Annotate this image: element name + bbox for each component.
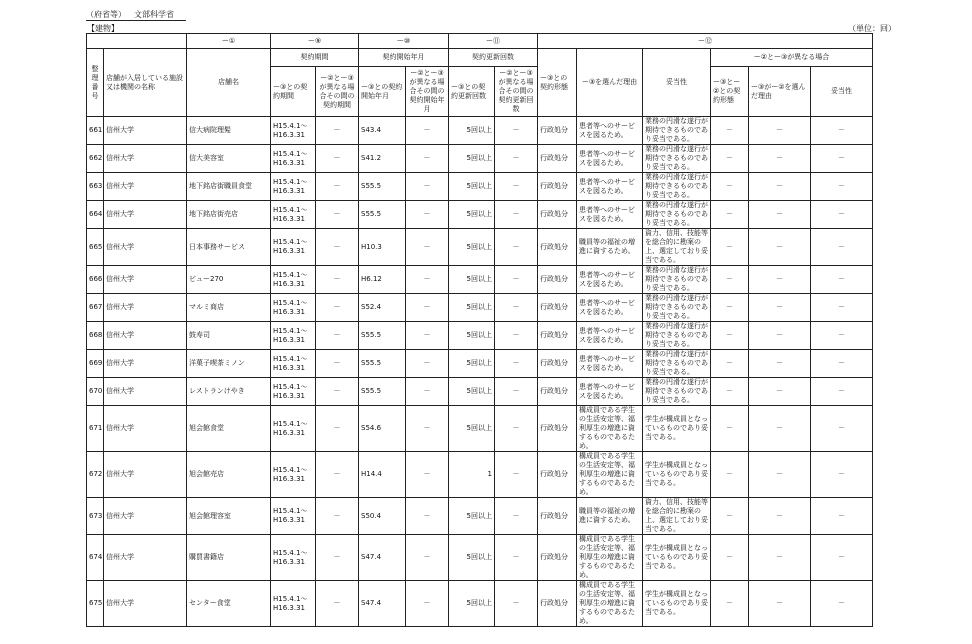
- form-cell: 行政処分: [538, 294, 577, 322]
- reason-cell: 患者等へのサービスを図るため。: [577, 117, 643, 145]
- form-2-3-cell: －: [711, 117, 749, 145]
- reason-3-2-cell: －: [749, 535, 811, 581]
- institution-cell: 信州大学: [104, 452, 187, 498]
- table-row: [87, 173, 873, 201]
- row-number: 672: [87, 452, 104, 498]
- period-diff-cell: －: [316, 406, 359, 452]
- renewal-diff-cell: －: [495, 173, 538, 201]
- table-body: [87, 117, 873, 627]
- start-cell: S50.4: [359, 498, 406, 535]
- renewal-cell: 5回以上: [449, 145, 495, 173]
- shop-name-cell: レストランけやき: [187, 378, 271, 406]
- start-cell: S41.2: [359, 145, 406, 173]
- form-cell: 行政処分: [538, 145, 577, 173]
- period-cell: H15.4.1～H16.3.31: [271, 229, 316, 266]
- reason-cell: 構成員である学生の生活安定等、福利厚生の増進に資するものであるため。: [577, 406, 643, 452]
- reason-3-2-cell: －: [749, 452, 811, 498]
- period-diff-cell: －: [316, 173, 359, 201]
- valid-cell: 学生が構成員となっているものであり妥当である。: [643, 406, 711, 452]
- reason-cell: 患者等へのサービスを図るため。: [577, 201, 643, 229]
- renewal-diff-cell: －: [495, 581, 538, 627]
- period-cell: H15.4.1～H16.3.31: [271, 452, 316, 498]
- reason-cell: 患者等へのサービスを図るため。: [577, 294, 643, 322]
- form-cell: 行政処分: [538, 322, 577, 350]
- header-form-3: ー③との契約形態: [538, 49, 577, 117]
- valid-cell: 学生が構成員となっているものであり妥当である。: [643, 581, 711, 627]
- header-contract-period: 契約期間: [271, 49, 359, 67]
- renewal-cell: 5回以上: [449, 173, 495, 201]
- renewal-diff-cell: －: [495, 201, 538, 229]
- shop-name-cell: 信大美容室: [187, 145, 271, 173]
- shop-name-cell: ビュー270: [187, 266, 271, 294]
- unit-label: （単位：回）: [848, 24, 896, 33]
- start-diff-cell: －: [406, 581, 449, 627]
- start-diff-cell: －: [406, 378, 449, 406]
- start-cell: S43.4: [359, 117, 406, 145]
- table-row: [87, 350, 873, 378]
- institution-cell: 信州大学: [104, 498, 187, 535]
- row-number: 662: [87, 145, 104, 173]
- row-number: 665: [87, 229, 104, 266]
- form-2-3-cell: －: [711, 145, 749, 173]
- period-diff-cell: －: [316, 229, 359, 266]
- form-cell: 行政処分: [538, 350, 577, 378]
- valid-cell: 業務の円滑な遂行が期待できるものであり妥当である。: [643, 350, 711, 378]
- table-row: [87, 294, 873, 322]
- start-cell: S55.5: [359, 378, 406, 406]
- shop-name-cell: センター食堂: [187, 581, 271, 627]
- reason-3-2-cell: －: [749, 173, 811, 201]
- row-number: 668: [87, 322, 104, 350]
- reason-3-2-cell: －: [749, 581, 811, 627]
- form-cell: 行政処分: [538, 581, 577, 627]
- valid-2-cell: －: [811, 406, 873, 452]
- valid-2-cell: －: [811, 322, 873, 350]
- period-diff-cell: －: [316, 452, 359, 498]
- form-2-3-cell: －: [711, 173, 749, 201]
- reason-3-2-cell: －: [749, 294, 811, 322]
- renewal-diff-cell: －: [495, 266, 538, 294]
- row-number: 671: [87, 406, 104, 452]
- start-cell: H10.3: [359, 229, 406, 266]
- renewal-cell: 5回以上: [449, 229, 495, 266]
- table-row: [87, 229, 873, 266]
- valid-cell: 業務の円滑な遂行が期待できるものであり妥当である。: [643, 117, 711, 145]
- reason-cell: 構成員である学生の生活安定等、福利厚生の増進に資するものであるため。: [577, 535, 643, 581]
- header-start-diff: ー②とー③が異なる場合その間の契約開始年月: [406, 67, 449, 117]
- reason-cell: 職員等の福祉の増進に資するため。: [577, 498, 643, 535]
- period-cell: H15.4.1～H16.3.31: [271, 294, 316, 322]
- table-row: [87, 498, 873, 535]
- reason-cell: 患者等へのサービスを図るため。: [577, 173, 643, 201]
- header-period-diff: ー②とー③が異なる場合その間の契約期間: [316, 67, 359, 117]
- start-cell: H6.12: [359, 266, 406, 294]
- header-reason-3-2: ー③がー②を選んだ理由: [749, 67, 811, 117]
- reason-3-2-cell: －: [749, 498, 811, 535]
- header-group-9: ー⑨: [271, 34, 359, 49]
- valid-2-cell: －: [811, 266, 873, 294]
- header-reason-3: ー③を選んだ理由: [577, 49, 643, 117]
- shop-name-cell: 日本事務サービス: [187, 229, 271, 266]
- header-group-11: ー⑪: [449, 34, 538, 49]
- section-label: 【建物】: [87, 24, 119, 33]
- row-number: 669: [87, 350, 104, 378]
- period-cell: H15.4.1～H16.3.31: [271, 117, 316, 145]
- valid-cell: 業務の円滑な遂行が期待できるものであり妥当である。: [643, 378, 711, 406]
- header-no: 整理番号: [87, 49, 104, 117]
- form-cell: 行政処分: [538, 266, 577, 294]
- valid-cell: 業務の円滑な遂行が期待できるものであり妥当である。: [643, 173, 711, 201]
- valid-2-cell: －: [811, 581, 873, 627]
- period-cell: H15.4.1～H16.3.31: [271, 378, 316, 406]
- period-cell: H15.4.1～H16.3.31: [271, 581, 316, 627]
- reason-cell: 患者等へのサービスを図るため。: [577, 145, 643, 173]
- institution-cell: 信州大学: [104, 322, 187, 350]
- header-period-3: ー③との契約期間: [271, 67, 316, 117]
- renewal-cell: 5回以上: [449, 581, 495, 627]
- valid-cell: 資力、信用、技能等を総合的に勘案の上、選定しており妥当である。: [643, 498, 711, 535]
- shop-name-cell: 鼓寿司: [187, 322, 271, 350]
- start-diff-cell: －: [406, 173, 449, 201]
- valid-cell: 業務の円滑な遂行が期待できるものであり妥当である。: [643, 266, 711, 294]
- institution-cell: 信州大学: [104, 581, 187, 627]
- reason-3-2-cell: －: [749, 145, 811, 173]
- form-2-3-cell: －: [711, 498, 749, 535]
- period-diff-cell: －: [316, 266, 359, 294]
- reason-3-2-cell: －: [749, 378, 811, 406]
- start-cell: H14.4: [359, 452, 406, 498]
- institution-cell: 信州大学: [104, 406, 187, 452]
- start-diff-cell: －: [406, 201, 449, 229]
- reason-3-2-cell: －: [749, 117, 811, 145]
- header-form-2-3: ー③とー②との契約形態: [711, 67, 749, 117]
- start-diff-cell: －: [406, 498, 449, 535]
- start-cell: S55.5: [359, 173, 406, 201]
- institution-cell: 信州大学: [104, 294, 187, 322]
- renewal-cell: 5回以上: [449, 378, 495, 406]
- period-diff-cell: －: [316, 145, 359, 173]
- valid-2-cell: －: [811, 452, 873, 498]
- valid-2-cell: －: [811, 201, 873, 229]
- start-cell: S55.5: [359, 350, 406, 378]
- start-cell: S47.4: [359, 535, 406, 581]
- valid-2-cell: －: [811, 378, 873, 406]
- table-row: [87, 535, 873, 581]
- institution-cell: 信州大学: [104, 266, 187, 294]
- start-diff-cell: －: [406, 322, 449, 350]
- institution-cell: 信州大学: [104, 145, 187, 173]
- institution-cell: 信州大学: [104, 117, 187, 145]
- start-diff-cell: －: [406, 117, 449, 145]
- table-row: [87, 201, 873, 229]
- reason-cell: 構成員である学生の生活安定等、福利厚生の増進に資するものであるため。: [577, 581, 643, 627]
- renewal-diff-cell: －: [495, 145, 538, 173]
- row-number: 664: [87, 201, 104, 229]
- form-2-3-cell: －: [711, 294, 749, 322]
- shop-name-cell: 地下銘店街売店: [187, 201, 271, 229]
- renewal-cell: 5回以上: [449, 201, 495, 229]
- header-rule: [86, 20, 186, 21]
- header-institution: 店舗が入居している施設又は機関の名称: [104, 49, 187, 117]
- form-2-3-cell: －: [711, 201, 749, 229]
- row-number: 667: [87, 294, 104, 322]
- renewal-diff-cell: －: [495, 229, 538, 266]
- row-number: 666: [87, 266, 104, 294]
- period-diff-cell: －: [316, 294, 359, 322]
- reason-3-2-cell: －: [749, 350, 811, 378]
- renewal-diff-cell: －: [495, 378, 538, 406]
- start-cell: S55.5: [359, 201, 406, 229]
- valid-cell: 学生が構成員となっているものであり妥当である。: [643, 535, 711, 581]
- renewal-diff-cell: －: [495, 535, 538, 581]
- row-number: 661: [87, 117, 104, 145]
- reason-3-2-cell: －: [749, 406, 811, 452]
- form-2-3-cell: －: [711, 406, 749, 452]
- period-cell: H15.4.1～H16.3.31: [271, 350, 316, 378]
- renewal-diff-cell: －: [495, 452, 538, 498]
- shop-name-cell: 信大病院理髪: [187, 117, 271, 145]
- row-number: 675: [87, 581, 104, 627]
- period-cell: H15.4.1～H16.3.31: [271, 145, 316, 173]
- valid-2-cell: －: [811, 117, 873, 145]
- header-renewal-count: 契約更新回数: [449, 49, 538, 67]
- form-cell: 行政処分: [538, 201, 577, 229]
- period-diff-cell: －: [316, 201, 359, 229]
- renewal-diff-cell: －: [495, 294, 538, 322]
- row-number: 670: [87, 378, 104, 406]
- period-diff-cell: －: [316, 350, 359, 378]
- table-row: [87, 406, 873, 452]
- reason-3-2-cell: －: [749, 266, 811, 294]
- start-diff-cell: －: [406, 452, 449, 498]
- table-row: [87, 452, 873, 498]
- valid-2-cell: －: [811, 173, 873, 201]
- table-row: [87, 266, 873, 294]
- valid-cell: 業務の円滑な遂行が期待できるものであり妥当である。: [643, 201, 711, 229]
- institution-cell: 信州大学: [104, 378, 187, 406]
- start-cell: S54.6: [359, 406, 406, 452]
- shop-name-cell: 地下銘店街職員食堂: [187, 173, 271, 201]
- institution-cell: 信州大学: [104, 350, 187, 378]
- header-renew-diff: ー②とー③が異なる場合その間の契約更新回数: [495, 67, 538, 117]
- start-cell: S52.4: [359, 294, 406, 322]
- period-cell: H15.4.1～H16.3.31: [271, 322, 316, 350]
- header-valid-2: 妥当性: [811, 67, 873, 117]
- form-cell: 行政処分: [538, 452, 577, 498]
- reason-3-2-cell: －: [749, 322, 811, 350]
- reason-3-2-cell: －: [749, 229, 811, 266]
- renewal-cell: 1: [449, 452, 495, 498]
- valid-2-cell: －: [811, 535, 873, 581]
- valid-cell: 資力、信用、技能等を総合的に勘案の上、選定しており妥当である。: [643, 229, 711, 266]
- renewal-cell: 5回以上: [449, 294, 495, 322]
- valid-2-cell: －: [811, 294, 873, 322]
- renewal-cell: 5回以上: [449, 350, 495, 378]
- period-cell: H15.4.1～H16.3.31: [271, 535, 316, 581]
- period-diff-cell: －: [316, 581, 359, 627]
- form-cell: 行政処分: [538, 173, 577, 201]
- table-row: [87, 322, 873, 350]
- table-row: [87, 581, 873, 627]
- start-diff-cell: －: [406, 350, 449, 378]
- form-2-3-cell: －: [711, 378, 749, 406]
- contract-table: [86, 33, 873, 627]
- valid-cell: 業務の円滑な遂行が期待できるものであり妥当である。: [643, 322, 711, 350]
- header-valid: 妥当性: [643, 49, 711, 117]
- renewal-diff-cell: －: [495, 117, 538, 145]
- header-row-1: [87, 34, 873, 49]
- reason-cell: 患者等へのサービスを図るため。: [577, 378, 643, 406]
- form-2-3-cell: －: [711, 350, 749, 378]
- start-cell: S47.4: [359, 581, 406, 627]
- reason-3-2-cell: －: [749, 201, 811, 229]
- row-number: 674: [87, 535, 104, 581]
- renewal-diff-cell: －: [495, 498, 538, 535]
- header-row-2: [87, 49, 873, 67]
- ministry-name: 文部科学省: [134, 10, 174, 19]
- valid-2-cell: －: [811, 498, 873, 535]
- shop-name-cell: 旭会館理容室: [187, 498, 271, 535]
- shop-name-cell: 旭会館食堂: [187, 406, 271, 452]
- table-row: [87, 378, 873, 406]
- table-row: [87, 145, 873, 173]
- renewal-cell: 5回以上: [449, 535, 495, 581]
- shop-name-cell: 購買書籍店: [187, 535, 271, 581]
- shop-name-cell: 旭会館売店: [187, 452, 271, 498]
- institution-cell: 信州大学: [104, 535, 187, 581]
- header-contract-start: 契約開始年月: [359, 49, 449, 67]
- ministry-prefix: （府省等）: [86, 10, 126, 19]
- period-diff-cell: －: [316, 378, 359, 406]
- header-renew-3: ー③との契約更新回数: [449, 67, 495, 117]
- valid-2-cell: －: [811, 145, 873, 173]
- renewal-cell: 5回以上: [449, 322, 495, 350]
- institution-cell: 信州大学: [104, 173, 187, 201]
- start-cell: S55.5: [359, 322, 406, 350]
- period-diff-cell: －: [316, 498, 359, 535]
- header-shop-name: 店舗名: [187, 49, 271, 117]
- start-diff-cell: －: [406, 266, 449, 294]
- reason-cell: 患者等へのサービスを図るため。: [577, 350, 643, 378]
- start-diff-cell: －: [406, 145, 449, 173]
- period-cell: H15.4.1～H16.3.31: [271, 201, 316, 229]
- form-cell: 行政処分: [538, 535, 577, 581]
- header-group-12: ー⑫: [538, 34, 873, 49]
- reason-cell: 患者等へのサービスを図るため。: [577, 322, 643, 350]
- start-diff-cell: －: [406, 535, 449, 581]
- form-cell: 行政処分: [538, 498, 577, 535]
- form-2-3-cell: －: [711, 581, 749, 627]
- header-sub-differ: ー②とー③が異なる場合: [711, 49, 873, 67]
- form-cell: 行政処分: [538, 229, 577, 266]
- form-cell: 行政処分: [538, 378, 577, 406]
- valid-2-cell: －: [811, 229, 873, 266]
- period-cell: H15.4.1～H16.3.31: [271, 406, 316, 452]
- row-number: 663: [87, 173, 104, 201]
- row-number: 673: [87, 498, 104, 535]
- header-group-10: ー⑩: [359, 34, 449, 49]
- period-cell: H15.4.1～H16.3.31: [271, 173, 316, 201]
- form-2-3-cell: －: [711, 452, 749, 498]
- renewal-diff-cell: －: [495, 350, 538, 378]
- form-2-3-cell: －: [711, 322, 749, 350]
- shop-name-cell: 洋菓子喫茶ミノン: [187, 350, 271, 378]
- valid-2-cell: －: [811, 350, 873, 378]
- ministry-header: [86, 9, 182, 20]
- period-diff-cell: －: [316, 535, 359, 581]
- renewal-cell: 5回以上: [449, 117, 495, 145]
- reason-cell: 構成員である学生の生活安定等、福利厚生の増進に資するものであるため。: [577, 452, 643, 498]
- institution-cell: 信州大学: [104, 201, 187, 229]
- renewal-diff-cell: －: [495, 406, 538, 452]
- form-2-3-cell: －: [711, 535, 749, 581]
- form-cell: 行政処分: [538, 406, 577, 452]
- form-2-3-cell: －: [711, 266, 749, 294]
- header-group-1: ー①: [187, 34, 271, 49]
- valid-cell: 業務の円滑な遂行が期待できるものであり妥当である。: [643, 294, 711, 322]
- renewal-cell: 5回以上: [449, 498, 495, 535]
- period-diff-cell: －: [316, 117, 359, 145]
- shop-name-cell: マルミ商店: [187, 294, 271, 322]
- reason-cell: 患者等へのサービスを図るため。: [577, 266, 643, 294]
- form-cell: 行政処分: [538, 117, 577, 145]
- period-diff-cell: －: [316, 322, 359, 350]
- start-diff-cell: －: [406, 229, 449, 266]
- start-diff-cell: －: [406, 406, 449, 452]
- period-cell: H15.4.1～H16.3.31: [271, 266, 316, 294]
- institution-cell: 信州大学: [104, 229, 187, 266]
- header-start-3: ー③との契約開始年月: [359, 67, 406, 117]
- reason-cell: 職員等の福祉の増進に資するため。: [577, 229, 643, 266]
- renewal-cell: 5回以上: [449, 266, 495, 294]
- valid-cell: 学生が構成員となっているものであり妥当である。: [643, 452, 711, 498]
- header-blank-1: [87, 34, 187, 49]
- start-diff-cell: －: [406, 294, 449, 322]
- renewal-diff-cell: －: [495, 322, 538, 350]
- renewal-cell: 5回以上: [449, 406, 495, 452]
- form-2-3-cell: －: [711, 229, 749, 266]
- table-row: [87, 117, 873, 145]
- period-cell: H15.4.1～H16.3.31: [271, 498, 316, 535]
- valid-cell: 業務の円滑な遂行が期待できるものであり妥当である。: [643, 145, 711, 173]
